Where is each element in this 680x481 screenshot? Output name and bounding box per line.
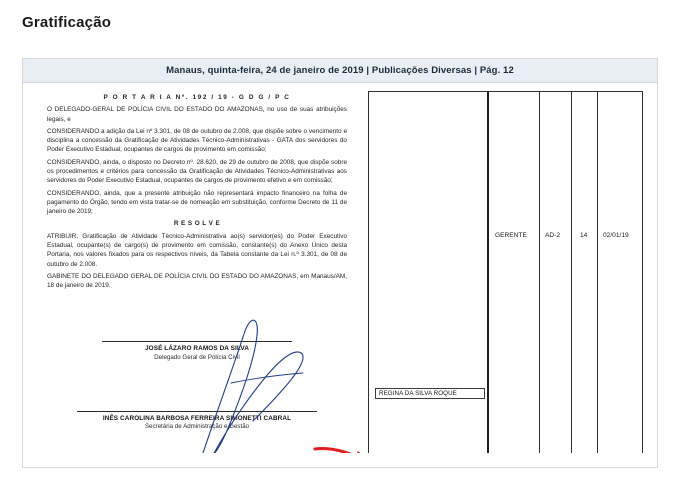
- resolve-paragraph-2: GABINETE DO DELEGADO GERAL DE POLÍCIA CIVIL DO ESTADO DO AMAZONAS, em Manaus/AM, 18 de janeiro de 2019.: [47, 272, 347, 290]
- portaria-paragraph-2: CONSIDERANDO a adição da Lei nº 3.301, de 08 de outubro de 2.008, que dispõe sobre o vencimento e disciplina a concessão da Gratificação de Atividades Técnico-Administrativas - GATA dos servidores do Poder Executivo Estadual, ocupantes de cargos de provimento em comissão;: [47, 127, 347, 154]
- annex-table: [368, 91, 643, 459]
- signature-block-1: [47, 341, 347, 362]
- signatory-name-2: INÊS CAROLINA BARBOSA FERREIRA SIMONETTI CABRAL: [102, 414, 292, 422]
- table-divider-1: [487, 92, 489, 458]
- portaria-paragraph-4: CONSIDERANDO, ainda, que a presente atribuição não representará impacto financeiro na folha de pagamento do Órgão, tendo em vista tratar-se de nomeação em substituição, conforme Decreto de 11 de janeiro de 2019;: [47, 189, 347, 216]
- cell-nivel: 14: [580, 232, 588, 239]
- signature-line: [102, 341, 292, 342]
- portaria-title: P O R T A R I A Nº. 192 / 19 - G D G / P C: [103, 94, 291, 101]
- signatory-role-1: Delegado Geral de Polícia Civil: [154, 353, 240, 361]
- portaria-paragraph-1: O DELEGADO-GERAL DE POLÍCIA CIVIL DO ESTADO DO AMAZONAS, no uso de suas atribuições legais, e: [47, 106, 347, 123]
- table-divider-3: [571, 92, 572, 458]
- document-frame: [22, 58, 658, 468]
- portaria-text-column: [47, 93, 347, 432]
- cell-simbolo: AD-2: [545, 232, 561, 239]
- document-body: [23, 83, 657, 468]
- table-divider-2: [539, 92, 540, 458]
- signature-line-2: [77, 411, 317, 412]
- document-header-bar: [23, 59, 657, 83]
- page-title: Gratificação: [22, 14, 112, 31]
- signature-gap-2: [47, 363, 347, 399]
- signatory-name-1: JOSÉ LÁZARO RAMOS DA SILVA: [144, 345, 250, 353]
- document-header-text: Manaus, quinta-feira, 24 de janeiro de 2019 | Publicações Diversas | Pág. 12: [166, 65, 514, 76]
- resolve-paragraph-1: ATRIBUIR, Gratificação de Atividade Técnico-Administrativa ao(s) servidor(es) do Poder Executivo Estadual, ocupante(s) de cargo(s) de provimento em comissão, constante(s) do Anexo Único desta Portaria, nos valores fixados para os respectivos níveis, da Tabela constante da Lei n.º 3.301, de 08 de outubro de 2.008.: [47, 232, 347, 268]
- signature-block-2: [47, 411, 347, 432]
- highlighted-name-box: REGINA DA SILVA ROQUE: [375, 388, 485, 399]
- table-divider-4: [597, 92, 598, 458]
- resolve-label: R E S O L V E: [173, 220, 221, 228]
- signatory-role-2: Secretária de Administração e Gestão: [144, 422, 250, 430]
- cell-data: 02/01/19: [603, 232, 629, 239]
- portaria-paragraph-3: CONSIDERANDO, ainda, o disposto no Decreto nº. 28.620, de 29 de outubro de 2008, que dispõe sobre os procedimentos e critérios para concessão da Gratificação de Atividades Técnico-Administrativas aos servidores do Poder Executivo Estadual, ocupantes de cargos de provimento efetivo e em comissão;: [47, 158, 347, 185]
- document-footer-strip: [23, 453, 657, 467]
- cell-cargo: GERENTE: [495, 232, 527, 239]
- signature-gap: [47, 293, 347, 329]
